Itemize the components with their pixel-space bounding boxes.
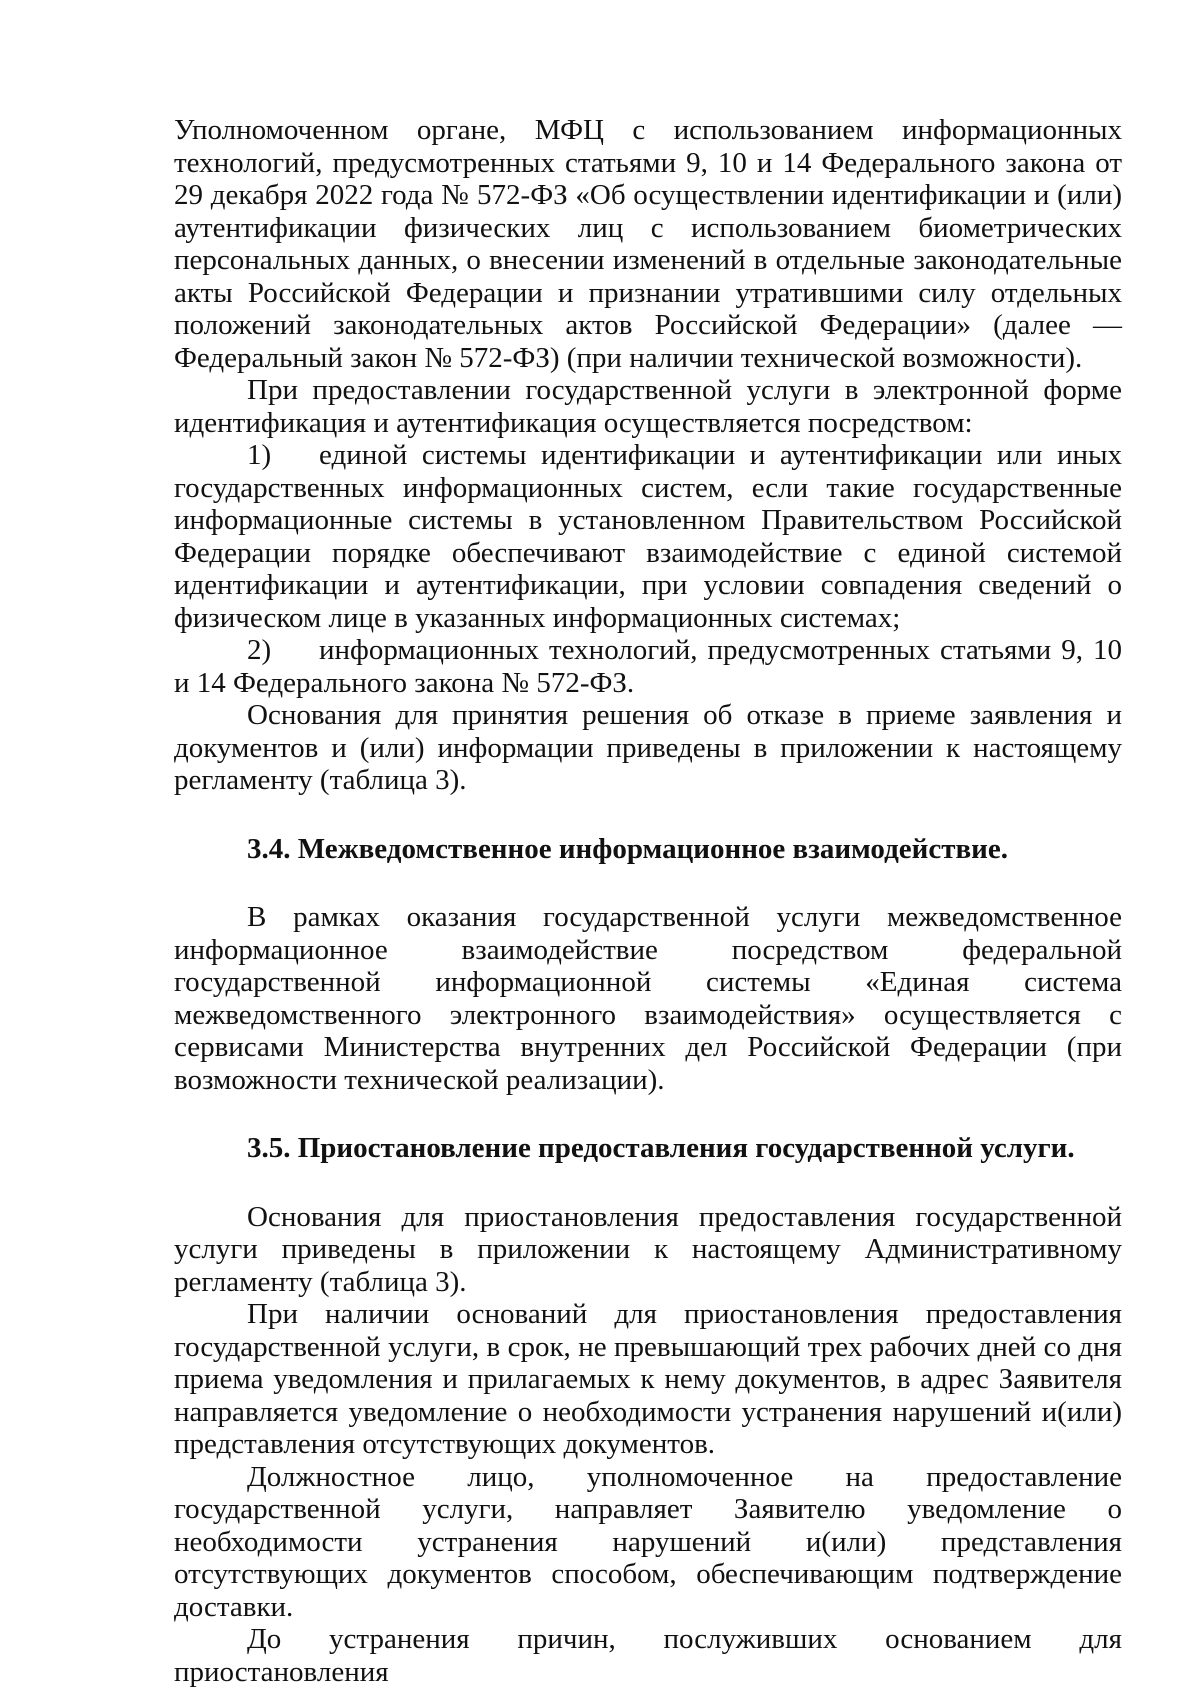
- paragraph-suspension-notice: При наличии оснований для приостановления предоставления государственной услуги, в срок, не превышающий трех рабочих дней со дня приема уведомления и прилагаемых к нему документов, в адрес Заявителя направляется уведомление о необходимости устранения нарушений и(или) представления отсутствующих документов.: [174, 1298, 1122, 1460]
- section-heading-3-5: 3.5. Приостановление предоставления государственной услуги.: [247, 1132, 1075, 1164]
- list-item-number: 1): [247, 439, 272, 471]
- list-item: [174, 634, 1122, 699]
- paragraph-refusal-grounds: Основания для принятия решения об отказе в приеме заявления и документов и (или) информации приведены в приложении к настоящему регламенту (таблица 3).: [174, 699, 1122, 796]
- paragraph-identification: При предоставлении государственной услуги в электронной форме идентификация и аутентификация осуществляется посредством:: [174, 374, 1122, 439]
- list-item-text: единой системы идентификации и аутентификации или иных государственных информационных систем, если такие государственные информационные системы в установленном Правительством Российской Федерации порядке обеспечивают взаимодействие с единой системой идентификации и аутентификации, при условии совпадения сведений о физическом лице в указанных информационных системах;: [174, 439, 1122, 634]
- paragraph-suspension-grounds: Основания для приостановления предоставления государственной услуги приведены в приложении к настоящему Административному регламенту (таблица 3).: [174, 1200, 1122, 1298]
- paragraph-official-notice: Должностное лицо, уполномоченное на предоставление государственной услуги, направляет Заявителю уведомление о необходимости устранения нарушений и(или) представления отсутствующих документов способом, обеспечивающим подтверждение доставки.: [174, 1460, 1122, 1623]
- list-item-number: 2): [247, 634, 272, 666]
- section-heading-3-4: 3.4. Межведомственное информационное взаимодействие.: [247, 832, 1008, 865]
- paragraph-interagency: В рамках оказания государственной услуги межведомственное информационное взаимодействие посредством федеральной государственной информационной системы «Единая система межведомственного электронного взаимодействия» осуществляется с сервисами Министерства внутренних дел Российской Федерации (при возможности технической реализации).: [174, 901, 1122, 1096]
- paragraph-until-elimination: До устранения причин, послуживших основанием для приостановления: [174, 1623, 1122, 1688]
- list-item-text: информационных технологий, предусмотренных статьями 9, 10 и 14 Федерального закона № 572-ФЗ.: [174, 634, 1122, 699]
- list-item: [174, 439, 1122, 634]
- document-page: [174, 114, 1122, 1688]
- paragraph-continuation: Уполномоченном органе, МФЦ с использованием информационных технологий, предусмотренных статьями 9, 10 и 14 Федерального закона от 29 декабря 2022 года № 572-ФЗ «Об осуществлении идентификации и (или) аутентификации физических лиц с использованием биометрических персональных данных, о внесении изменений в отдельные законодательные акты Российской Федерации и признании утратившими силу отдельных положений законодательных актов Российской Федерации» (далее — Федеральный закон № 572-ФЗ) (при наличии технической возможности).: [174, 114, 1122, 374]
